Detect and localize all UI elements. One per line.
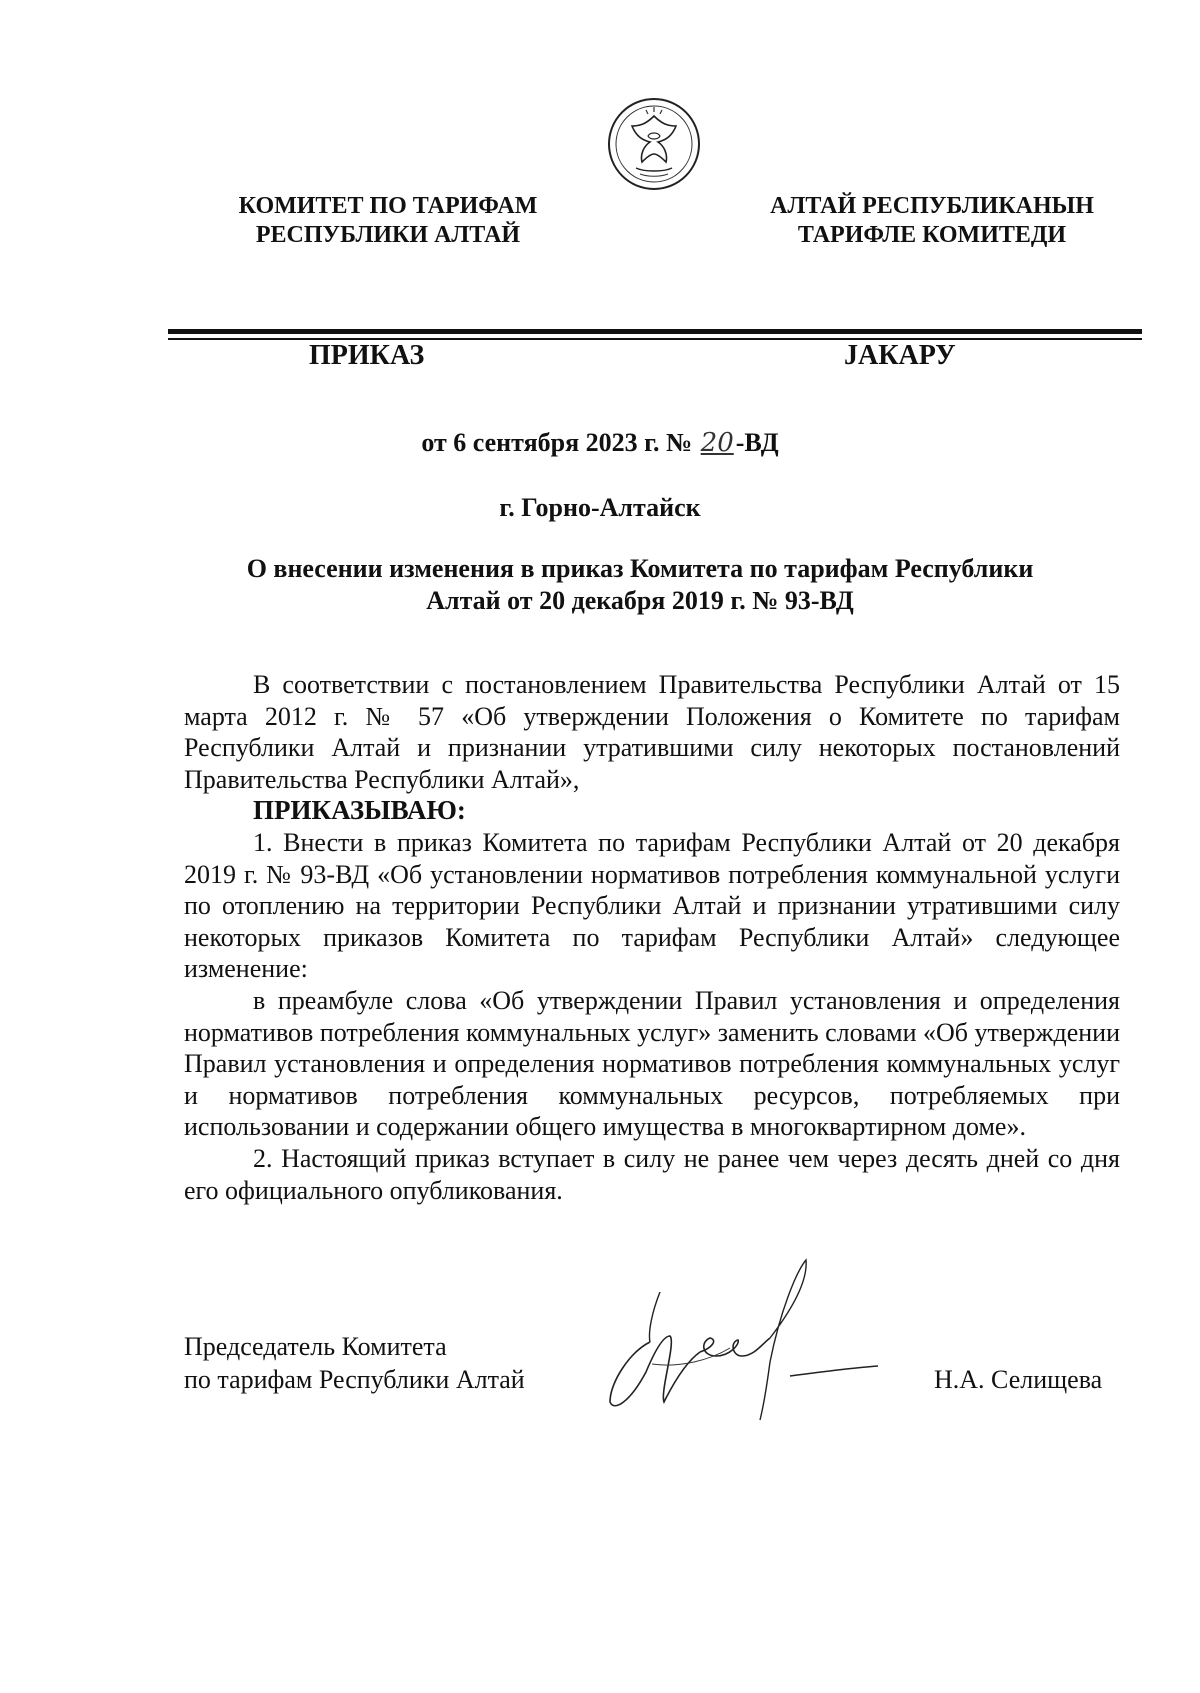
item-1-paragraph: 1. Внести в приказ Комитета по тарифам Республики Алтай от 20 декабря 2019 г. № 93-ВД «Об установлении нормативов потребления коммунальной услуги по отоплению на территории Республики Алтай и признании утратившими силу некоторых приказов Комитета по тарифам Республики Алтай» следующее изменение: [184, 827, 1120, 984]
item-1-change-paragraph: в преамбуле слова «Об утверждении Правил установления и определения нормативов потребления коммунальных услуг» заменить словами «Об утверждении Правил установления и определения нормативов потребления коммунальных услуг и нормативов потребления коммунальных ресурсов, потребляемых при использовании и содержании общего имущества в многоквартирном доме». [184, 985, 1120, 1142]
preamble-paragraph: В соответствии с постановлением Правительства Республики Алтай от 15 марта 2012 г. № 57 «Об утверждении Положения о Комитете по тарифам Республики Алтай и признании утратившими силу некоторых постановлений Правительства Республики Алтай», [184, 670, 1120, 794]
order-date: от 6 сентября 2023 г. № [421, 428, 693, 457]
organization-name-russian [218, 192, 558, 250]
header-divider-thick [168, 329, 1142, 334]
organization-name-altai [752, 192, 1112, 250]
doc-type-altai: ЈАКАРУ [844, 340, 956, 371]
coat-of-arms-emblem-icon [606, 96, 702, 192]
order-city: г. Горно-Алтайск [499, 493, 701, 522]
order-title [190, 553, 1090, 617]
position-line1: Председатель Комитета [184, 1332, 447, 1361]
position-line2: по тарифам Республики Алтай [184, 1365, 525, 1394]
signatory-position [184, 1330, 525, 1396]
org-ru-line1: КОМИТЕТ ПО ТАРИФАМ [238, 193, 538, 219]
order-date-number [0, 427, 1200, 459]
order-title-line1: О внесении изменения в приказ Комитета по тарифам Республики [246, 554, 1034, 583]
order-title-line2: Алтай от 20 декабря 2019 г. № 93-ВД [426, 586, 854, 615]
signatory-name: Н.А. Селищева [934, 1365, 1103, 1394]
org-alt-line2: ТАРИФЛЕ КОМИТЕДИ [797, 222, 1067, 248]
org-ru-line2: РЕСПУБЛИКИ АЛТАЙ [255, 222, 521, 248]
handwritten-order-number: 20 [700, 428, 734, 458]
order-body [184, 669, 1120, 1206]
item-2-paragraph: 2. Настоящий приказ вступает в силу не ранее чем через десять дней со дня его официального опубликования. [184, 1143, 1120, 1205]
doc-type-russian: ПРИКАЗ [309, 340, 425, 371]
org-alt-line1: АЛТАЙ РЕСПУБЛИКАНЫН [770, 193, 1094, 219]
order-number-suffix: -ВД [735, 428, 779, 457]
order-word: ПРИКАЗЫВАЮ: [253, 795, 466, 826]
handwritten-signature-icon [590, 1252, 880, 1422]
